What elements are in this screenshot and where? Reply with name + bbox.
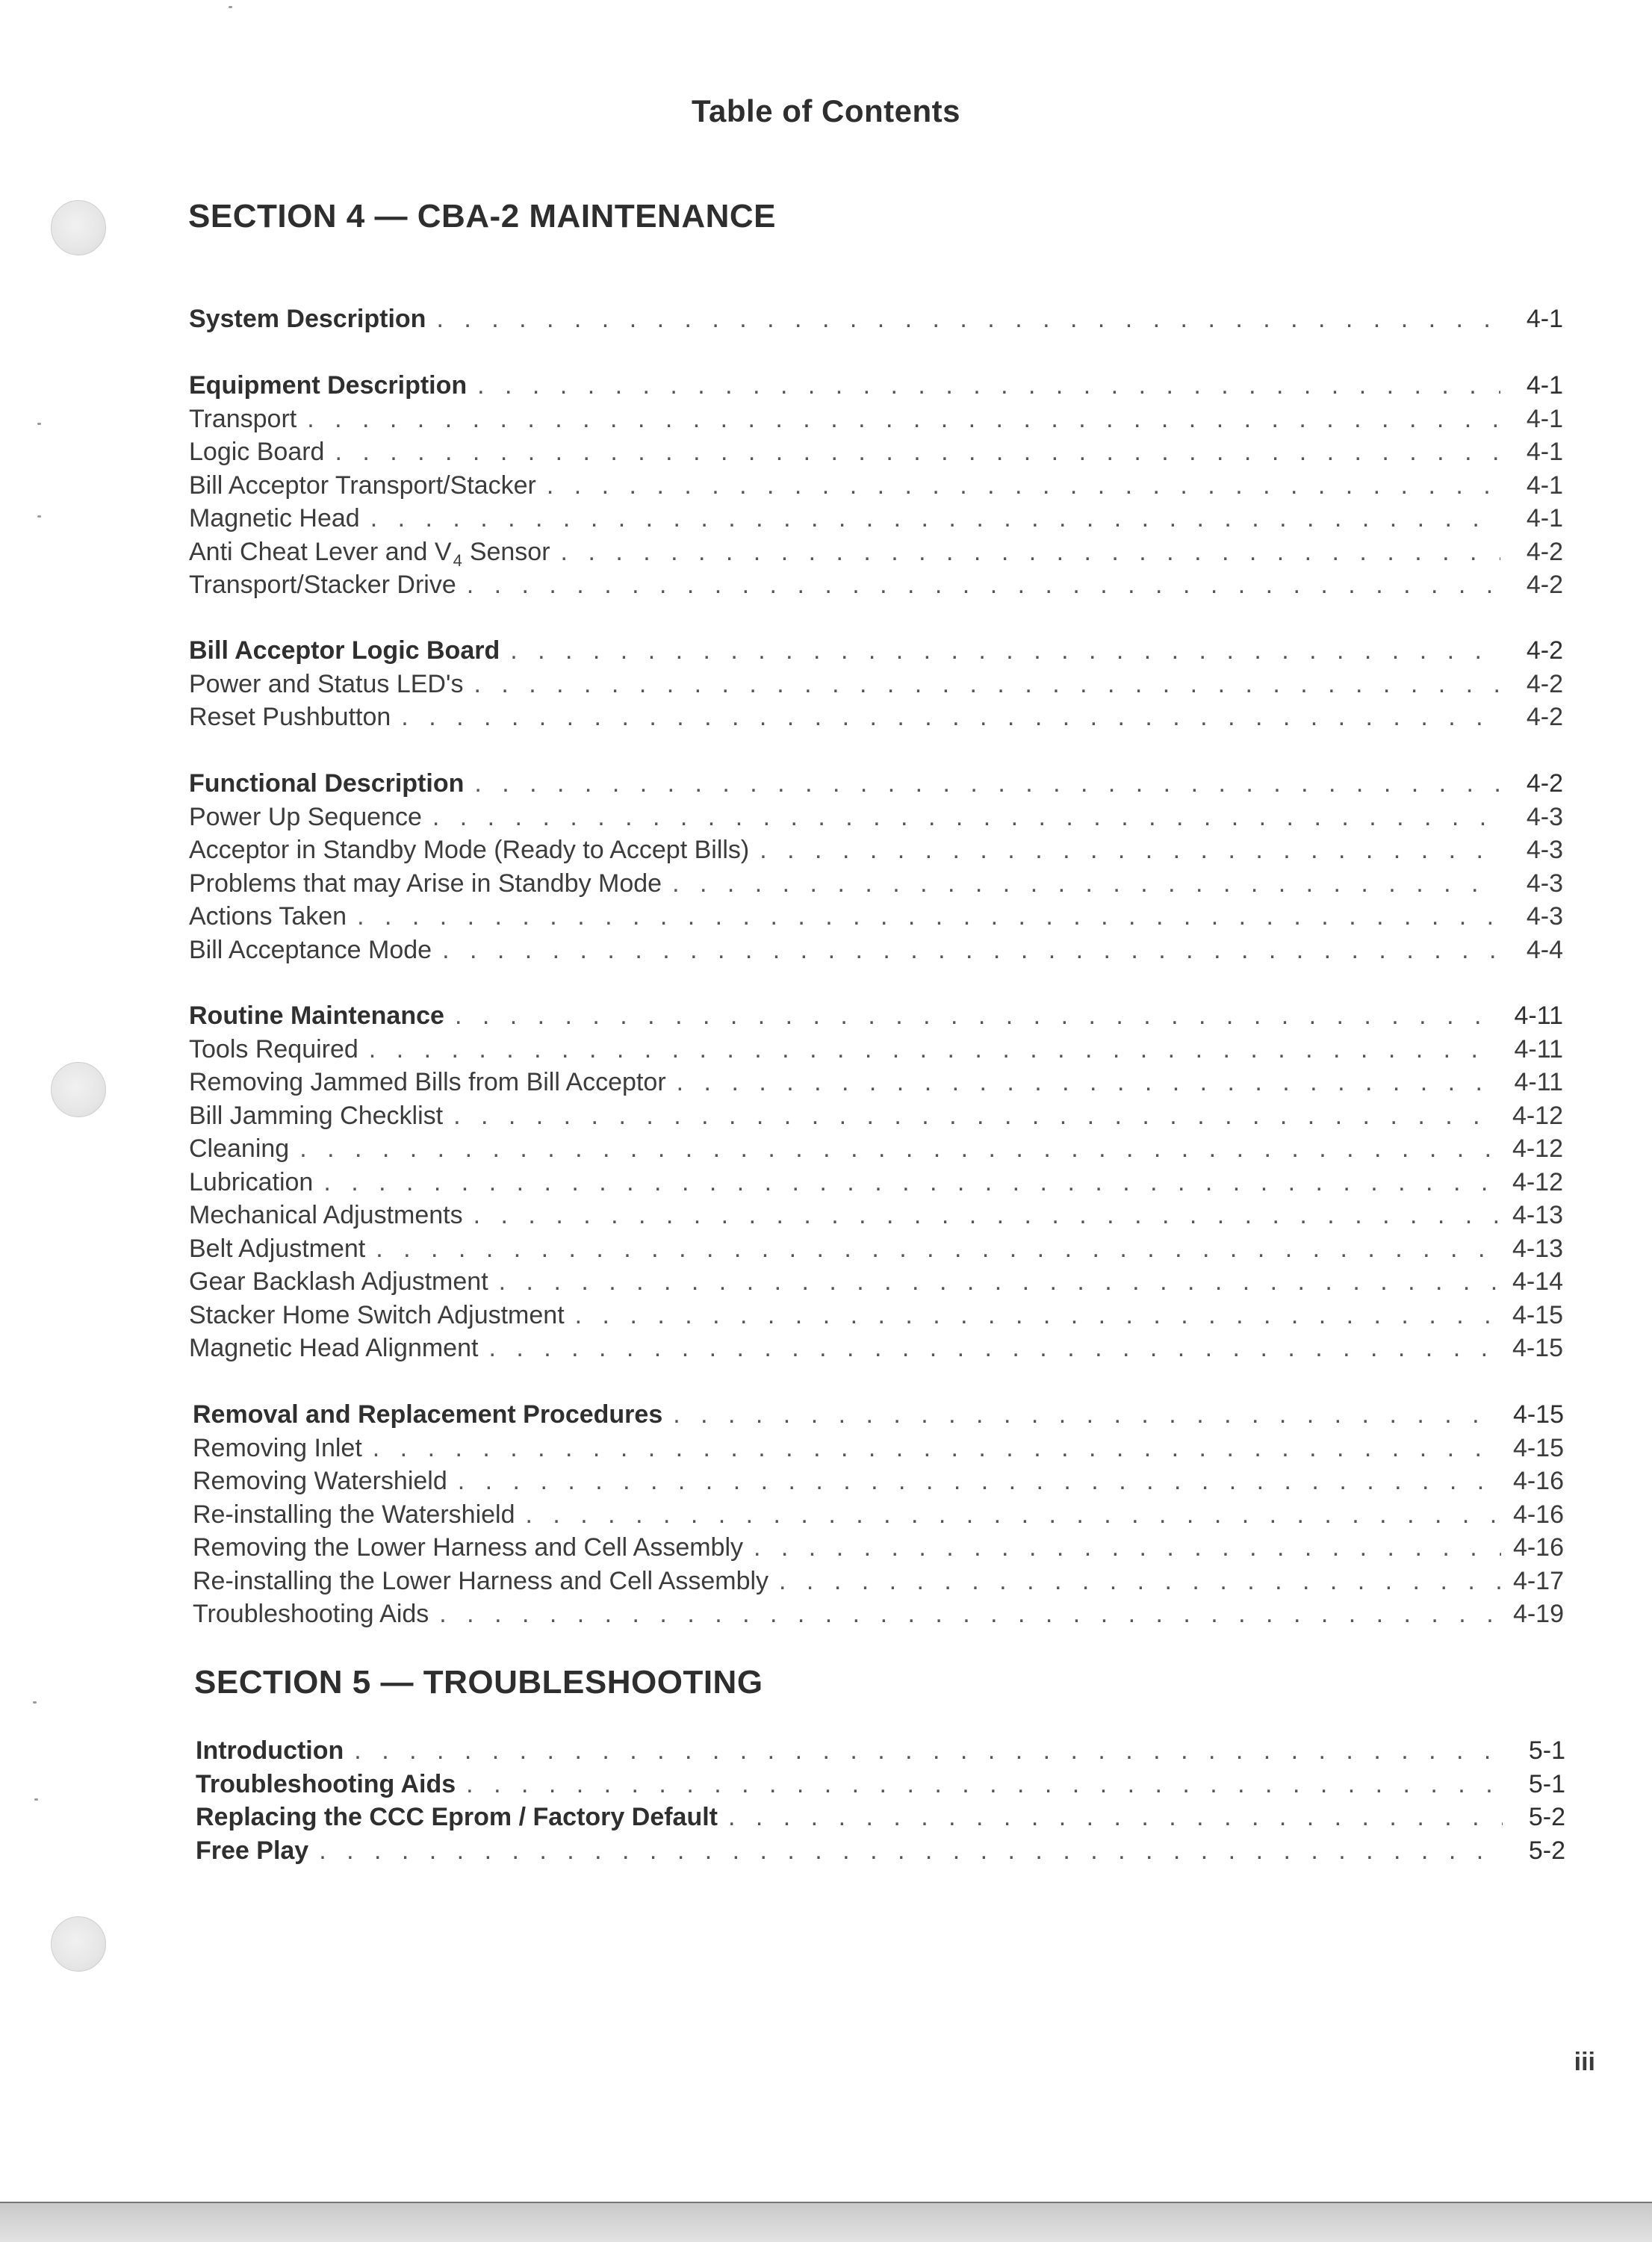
- page-title: Table of Contents: [691, 93, 961, 128]
- toc-entry-label: Actions Taken: [189, 902, 347, 931]
- toc-entry-label: Problems that may Arise in Standby Mode: [189, 869, 662, 898]
- dot-leader: [547, 469, 1500, 503]
- dot-leader: [673, 1398, 1501, 1432]
- toc-entry-page: 4-11: [1514, 1002, 1563, 1030]
- dot-leader: [754, 1531, 1501, 1565]
- dot-leader: [728, 1801, 1503, 1834]
- toc-entry-label: Free Play: [196, 1836, 309, 1865]
- toc-entry-page: 4-15: [1512, 1334, 1563, 1362]
- toc-entry: [189, 900, 1563, 934]
- toc-entry-label: Troubleshooting Aids: [193, 1600, 429, 1628]
- toc-group-system-description: [189, 302, 1563, 336]
- section-4-heading: SECTION 4 — CBA-2 MAINTENANCE: [188, 198, 776, 235]
- dot-leader: [466, 1768, 1503, 1801]
- dot-leader: [432, 801, 1500, 834]
- toc-entry-page: 4-2: [1526, 669, 1563, 698]
- toc-entry: [193, 1465, 1564, 1498]
- dot-leader: [319, 1834, 1503, 1868]
- toc-entry-label: Removing the Lower Harness and Cell Assembly: [193, 1533, 744, 1562]
- toc-entry-label: Magnetic Head: [189, 504, 360, 532]
- toc-entry: [196, 1734, 1565, 1768]
- dot-leader: [436, 302, 1500, 336]
- punch-hole-top: [51, 200, 106, 255]
- toc-entry-label: Bill Acceptor Transport/Stacker: [189, 471, 536, 500]
- toc-entry: [193, 1498, 1564, 1532]
- toc-entry: [196, 1768, 1565, 1801]
- page-number: iii: [1574, 2048, 1595, 2076]
- toc-entry-label: Anti Cheat Lever and V: [189, 537, 452, 566]
- toc-entry: [189, 568, 1563, 602]
- toc-entry-label: Bill Jamming Checklist: [189, 1101, 444, 1130]
- toc-entry-page: 4-15: [1512, 1433, 1564, 1462]
- dot-leader: [335, 435, 1500, 469]
- toc-entry-page: 4-2: [1526, 636, 1563, 665]
- toc-entry-page: 5-2: [1528, 1836, 1565, 1865]
- toc-entry-label: Bill Acceptance Mode: [189, 935, 432, 964]
- toc-entry-page: 4-1: [1526, 305, 1563, 333]
- toc-entry-page: 4-1: [1526, 404, 1563, 433]
- toc-entry: [189, 934, 1563, 967]
- scan-speck: [37, 515, 41, 518]
- toc-entry-page: 4-3: [1526, 902, 1563, 931]
- dot-leader: [575, 1299, 1500, 1332]
- toc-entry-label: Bill Acceptor Logic Board: [189, 636, 500, 665]
- toc-entry: [189, 999, 1563, 1033]
- dot-leader: [453, 1099, 1500, 1133]
- toc-entry-page: 4-3: [1526, 836, 1563, 864]
- toc-entry: [189, 403, 1563, 436]
- dot-leader: [526, 1498, 1502, 1532]
- toc-entry-page: 4-3: [1526, 802, 1563, 831]
- toc-entry: [189, 435, 1563, 469]
- dot-leader: [458, 1465, 1501, 1498]
- toc-entry-page: 4-2: [1526, 703, 1563, 731]
- toc-entry: [189, 1299, 1563, 1332]
- toc-entry-page: 4-19: [1512, 1600, 1564, 1628]
- dot-leader: [373, 1432, 1501, 1465]
- dot-leader: [376, 1232, 1500, 1266]
- toc-entry-label: Acceptor in Standby Mode (Ready to Accept Bills): [189, 836, 750, 864]
- dot-leader: [455, 999, 1500, 1033]
- toc-entry-page: 4-1: [1526, 371, 1563, 400]
- toc-group-functional-description: [189, 767, 1563, 966]
- toc-entry-label-suffix: Sensor: [469, 537, 550, 566]
- toc-entry-page: 4-16: [1512, 1500, 1564, 1529]
- toc-entry: [193, 1432, 1564, 1465]
- toc-entry-page: 4-15: [1512, 1400, 1564, 1429]
- dot-leader: [299, 1132, 1500, 1166]
- dot-leader: [467, 568, 1500, 602]
- dot-leader: [474, 767, 1500, 801]
- toc-entry-page: 4-14: [1512, 1267, 1563, 1296]
- dot-leader: [442, 934, 1500, 967]
- dot-leader: [369, 1033, 1500, 1066]
- toc-entry: [189, 701, 1563, 734]
- toc-entry-page: 5-1: [1528, 1769, 1565, 1798]
- toc-entry-page: 4-1: [1526, 504, 1563, 532]
- toc-entry-label: Troubleshooting Aids: [196, 1769, 456, 1798]
- scan-speck: [37, 423, 41, 425]
- toc-entry: [189, 1033, 1563, 1066]
- toc-entry-label: Transport/Stacker Drive: [189, 571, 456, 599]
- toc-entry-label: Removing Jammed Bills from Bill Acceptor: [189, 1068, 666, 1096]
- punch-hole-middle: [51, 1062, 106, 1117]
- toc-entry-page: 4-13: [1512, 1234, 1563, 1263]
- toc-entry: [189, 634, 1563, 668]
- toc-entry: [189, 1199, 1563, 1232]
- scan-bottom-edge: [0, 2202, 1652, 2242]
- toc-entry-label: Removal and Replacement Procedures: [193, 1400, 663, 1429]
- toc-entry-page: 4-16: [1512, 1533, 1564, 1562]
- dot-leader: [357, 900, 1500, 934]
- toc-entry-page: 4-12: [1512, 1134, 1563, 1163]
- toc-entry: [193, 1597, 1564, 1631]
- toc-entry-page: 5-1: [1528, 1736, 1565, 1765]
- toc-entry-label: Gear Backlash Adjustment: [189, 1267, 488, 1296]
- toc-entry: [189, 469, 1563, 503]
- toc-entry: [189, 833, 1563, 867]
- toc-entry: [189, 1232, 1563, 1266]
- toc-entry-label: Replacing the CCC Eprom / Factory Default: [196, 1803, 718, 1831]
- toc-entry: [189, 668, 1563, 701]
- toc-entry-label: Re-installing the Lower Harness and Cell Assembly: [193, 1566, 769, 1595]
- toc-entry-page: 4-12: [1512, 1101, 1563, 1130]
- toc-entry-label: Magnetic Head Alignment: [189, 1334, 479, 1362]
- toc-entry-label: Stacker Home Switch Adjustment: [189, 1300, 565, 1329]
- toc-entry: [196, 1801, 1565, 1834]
- toc-entry-label: Logic Board: [189, 438, 325, 466]
- toc-entry: [189, 867, 1563, 901]
- dot-leader: [488, 1332, 1500, 1365]
- toc-entry: [189, 801, 1563, 834]
- toc-entry-page: 4-13: [1512, 1201, 1563, 1229]
- toc-entry-page: 4-11: [1514, 1068, 1563, 1096]
- toc-entry: [189, 1066, 1563, 1099]
- toc-entry: [193, 1531, 1564, 1565]
- toc-entry-page: 4-16: [1512, 1467, 1564, 1495]
- dot-leader: [677, 1066, 1500, 1099]
- toc-entry-label: Belt Adjustment: [189, 1234, 366, 1263]
- toc-entry-label: Lubrication: [189, 1167, 314, 1196]
- toc-entry-label: Power and Status LED's: [189, 669, 464, 698]
- dot-leader: [354, 1734, 1503, 1768]
- toc-entry-label: Tools Required: [189, 1034, 358, 1063]
- toc-entry-label: Functional Description: [189, 769, 465, 798]
- toc-group-section-5: [196, 1734, 1565, 1867]
- toc-entry-label: Power Up Sequence: [189, 802, 422, 831]
- toc-entry-label: Re-installing the Watershield: [193, 1500, 515, 1529]
- toc-entry-page: 5-2: [1528, 1803, 1565, 1831]
- scan-speck: [33, 1701, 37, 1704]
- scan-speck: [229, 6, 232, 8]
- toc-entry-label: Routine Maintenance: [189, 1002, 444, 1030]
- toc-entry-page: 4-1: [1526, 471, 1563, 500]
- toc-entry-label: System Description: [189, 305, 426, 333]
- toc-entry-page: 4-17: [1512, 1566, 1564, 1595]
- toc-entry-label: Reset Pushbutton: [189, 703, 391, 731]
- toc-entry-label: Mechanical Adjustments: [189, 1201, 463, 1229]
- toc-entry: [189, 1332, 1563, 1365]
- dot-leader: [499, 1265, 1500, 1299]
- dot-leader: [307, 403, 1500, 436]
- scan-speck: [34, 1798, 38, 1801]
- dot-leader: [401, 701, 1500, 734]
- toc-entry-page: 4-2: [1526, 571, 1563, 599]
- dot-leader: [370, 502, 1500, 535]
- toc-group-removal-replacement: [193, 1398, 1564, 1631]
- toc-entry: [189, 767, 1563, 801]
- toc-entry: [189, 369, 1563, 403]
- dot-leader: [561, 535, 1500, 569]
- dot-leader: [672, 867, 1500, 901]
- toc-entry-label: Equipment Description: [189, 371, 468, 400]
- toc-group-equipment-description: [189, 369, 1563, 602]
- dot-leader: [439, 1597, 1501, 1631]
- toc-entry: [189, 1265, 1563, 1299]
- toc-entry-label: Cleaning: [189, 1134, 290, 1163]
- dot-leader: [323, 1166, 1500, 1199]
- toc-entry-page: 4-4: [1526, 935, 1563, 964]
- toc-entry: [189, 302, 1563, 336]
- toc-entry-page: 4-3: [1526, 869, 1563, 898]
- toc-entry: [189, 535, 1563, 569]
- dot-leader: [473, 1199, 1500, 1232]
- toc-group-routine-maintenance: [189, 999, 1563, 1365]
- dot-leader: [760, 833, 1500, 867]
- toc-entry: [189, 1166, 1563, 1199]
- toc-entry-label: Transport: [189, 404, 297, 433]
- toc-entry-page: 4-15: [1512, 1300, 1563, 1329]
- toc-entry-label: Removing Inlet: [193, 1433, 362, 1462]
- toc-entry: [189, 1132, 1563, 1166]
- toc-entry: [193, 1565, 1564, 1598]
- section-5-heading: SECTION 5 — TROUBLESHOOTING: [194, 1664, 763, 1701]
- dot-leader: [510, 634, 1500, 668]
- dot-leader: [477, 369, 1500, 403]
- punch-hole-bottom: [51, 1916, 106, 1972]
- toc-entry-page: 4-2: [1526, 769, 1563, 798]
- toc-entry: [189, 502, 1563, 535]
- toc-entry-label: Introduction: [196, 1736, 344, 1765]
- toc-entry-page: 4-1: [1526, 438, 1563, 466]
- toc-entry-label: Removing Watershield: [193, 1467, 447, 1495]
- toc-entry: [196, 1834, 1565, 1868]
- toc-entry: [189, 1099, 1563, 1133]
- toc-entry-page: 4-11: [1514, 1034, 1563, 1063]
- toc-entry: [193, 1398, 1564, 1432]
- dot-leader: [779, 1565, 1501, 1598]
- toc-entry-page: 4-12: [1512, 1167, 1563, 1196]
- toc-entry-subscript: 4: [453, 550, 462, 570]
- toc-group-logic-board: [189, 634, 1563, 734]
- toc-entry-page: 4-2: [1526, 537, 1563, 566]
- dot-leader: [473, 668, 1500, 701]
